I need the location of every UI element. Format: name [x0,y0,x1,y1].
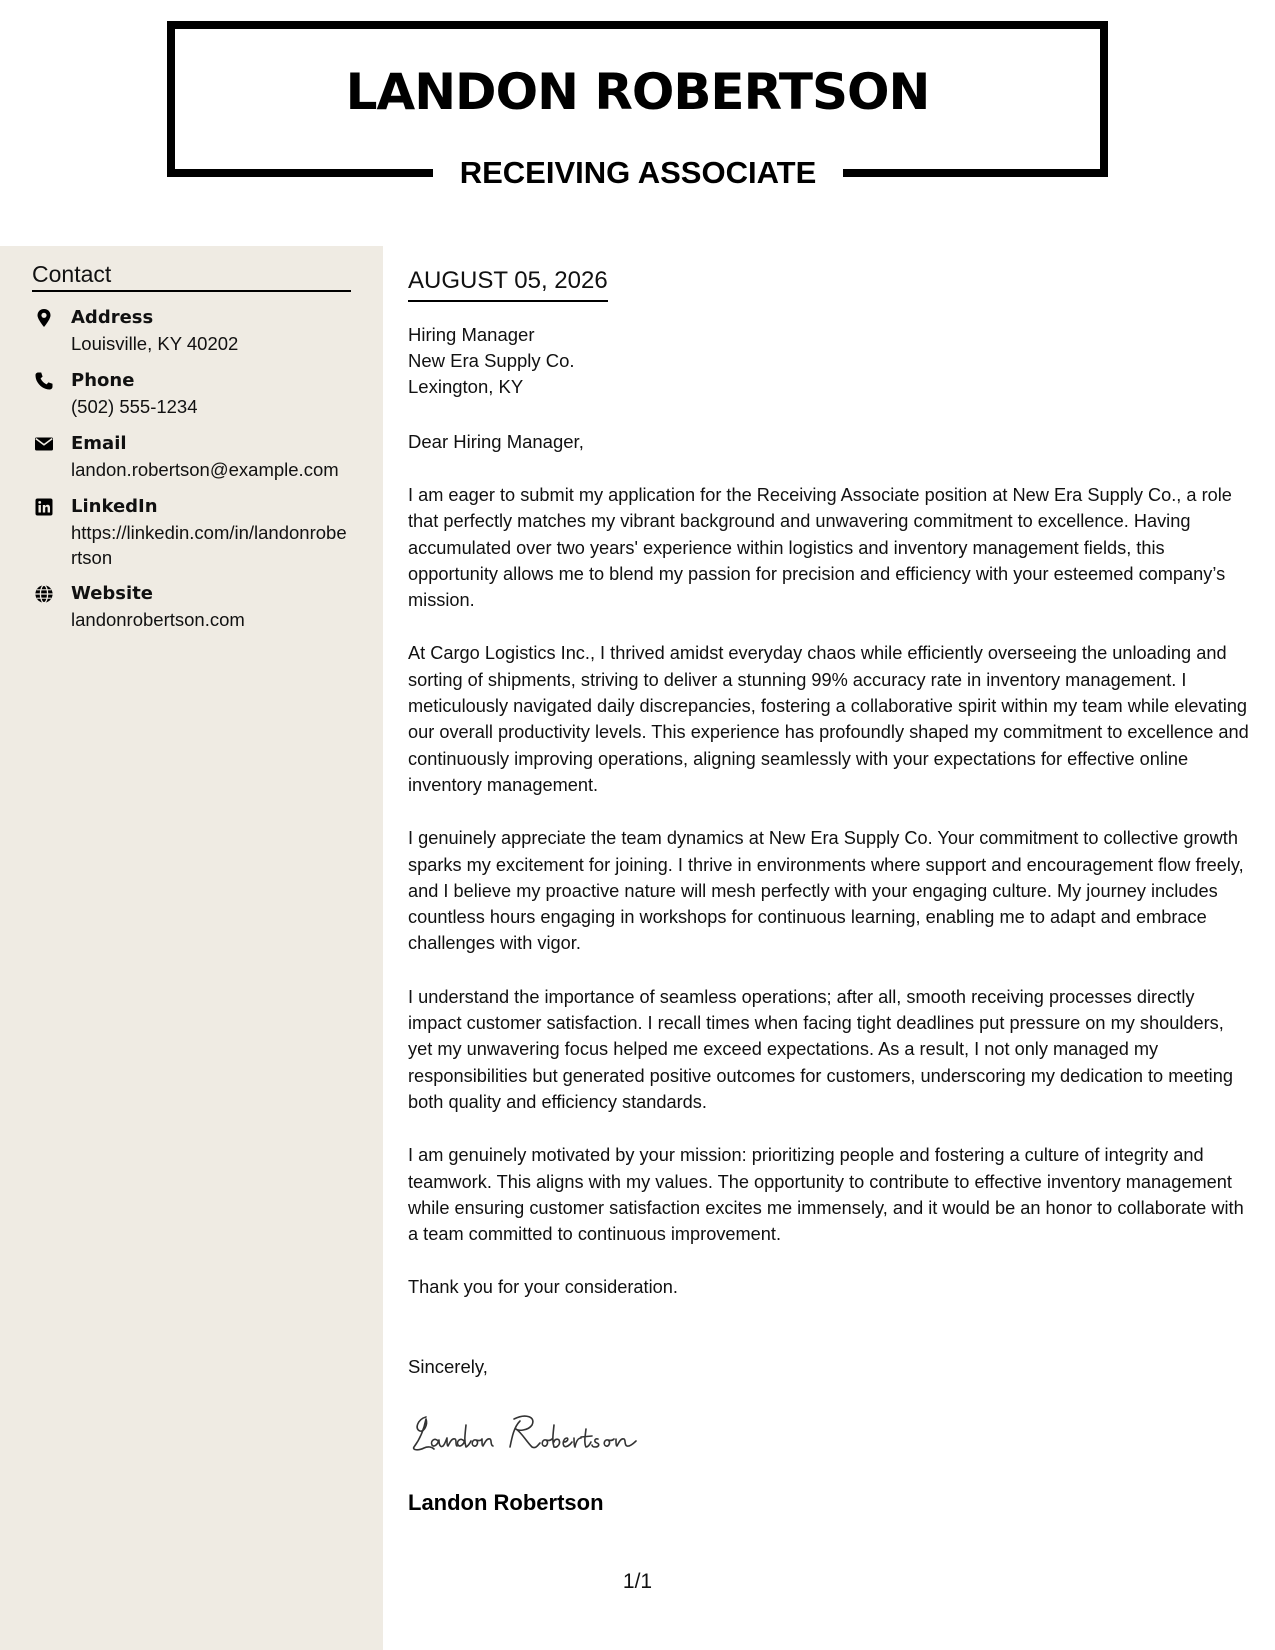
email-label: Email [71,433,127,454]
linkedin-value: https://linkedin.com/in/landonrobertson [71,522,347,568]
page-number [0,1568,1275,1596]
page-number-text: 1/1 [622,1570,653,1593]
signer-name: Landon Robertson [408,1490,604,1515]
envelope-icon [34,434,54,454]
closing: Sincerely, [408,1356,488,1377]
salutation: Dear Hiring Manager, [408,431,584,452]
email-value: landon.robertson@example.com [71,459,339,480]
linkedin-label: LinkedIn [71,496,158,517]
address-label: Address [71,307,154,328]
location-pin-icon [34,308,54,328]
linkedin-icon [34,497,54,517]
globe-icon [34,584,54,604]
signature-image [408,1407,678,1457]
applicant-name: LANDON ROBERTSON [345,63,930,121]
letter-date: AUGUST 05, 2026 [408,266,608,302]
recipient-line: Lexington, KY [408,376,524,397]
contact-heading: Contact [32,260,351,292]
contact-sidebar [0,246,383,1650]
website-label: Website [71,583,154,604]
paragraph: I understand the importance of seamless operations; after all, smooth receiving processes directly impact customer satisfaction. I recall times when facing tight deadlines put pressure on my shoulders, yet my unwavering focus helped me exceed expectations. As a result, I not only managed my responsibilities but generated positive outcomes for customers, underscoring my dedication to meeting both quality and efficiency standards. [408,986,1233,1112]
recipient-block [408,322,575,400]
recipient-line: New Era Supply Co. [408,350,575,371]
phone-icon [34,371,54,391]
address-value: Louisville, KY 40202 [71,333,239,354]
paragraph: At Cargo Logistics Inc., I thrived amidst everyday chaos while efficiently overseeing the unloading and sorting of shipments, striving to deliver a stunning 99% accuracy rate in inventory management. I meticulously navigated daily discrepancies, fostering a collaborative spirit within my team while elevating our overall productivity levels. This experience has profoundly shaped my commitment to excellence and continuously improving operations, aligning seamlessly with your expectations for effective online inventory management. [408,643,1249,795]
body-paragraphs [408,482,1253,1328]
phone-value: (502) 555-1234 [71,396,198,417]
job-title-wrap [433,150,843,196]
recipient-line: Hiring Manager [408,324,535,345]
paragraph: Thank you for your consideration. [408,1277,678,1298]
paragraph: I am eager to submit my application for the Receiving Associate position at New Era Supply Co., a role that perfectly matches my vibrant background and unwavering commitment to excellence. Having accumulated over two years' experience within logistics and inventory management fields, this opportunity allows me to blend my passion for precision and efficiency with your esteemed company’s mission. [408,485,1232,611]
job-title: RECEIVING ASSOCIATE [459,155,817,190]
phone-label: Phone [71,370,135,391]
paragraph: I am genuinely motivated by your mission: prioritizing people and fostering a culture of integrity and teamwork. This aligns with my values. The opportunity to contribute to effective inventory management while ensuring customer satisfaction excites me immensely, and it would be an honor to collaborate with a team committed to continuous improvement. [408,1145,1244,1245]
paragraph: I genuinely appreciate the team dynamics at New Era Supply Co. Your commitment to collective growth sparks my excitement for joining. I thrive in environments where support and encouragement flow freely, and I believe my proactive nature will mesh perfectly with your engaging culture. My journey includes countless hours engaging in workshops for continuous learning, enabling me to adapt and embrace challenges with vigor. [408,828,1244,954]
website-value: landonrobertson.com [71,609,245,630]
